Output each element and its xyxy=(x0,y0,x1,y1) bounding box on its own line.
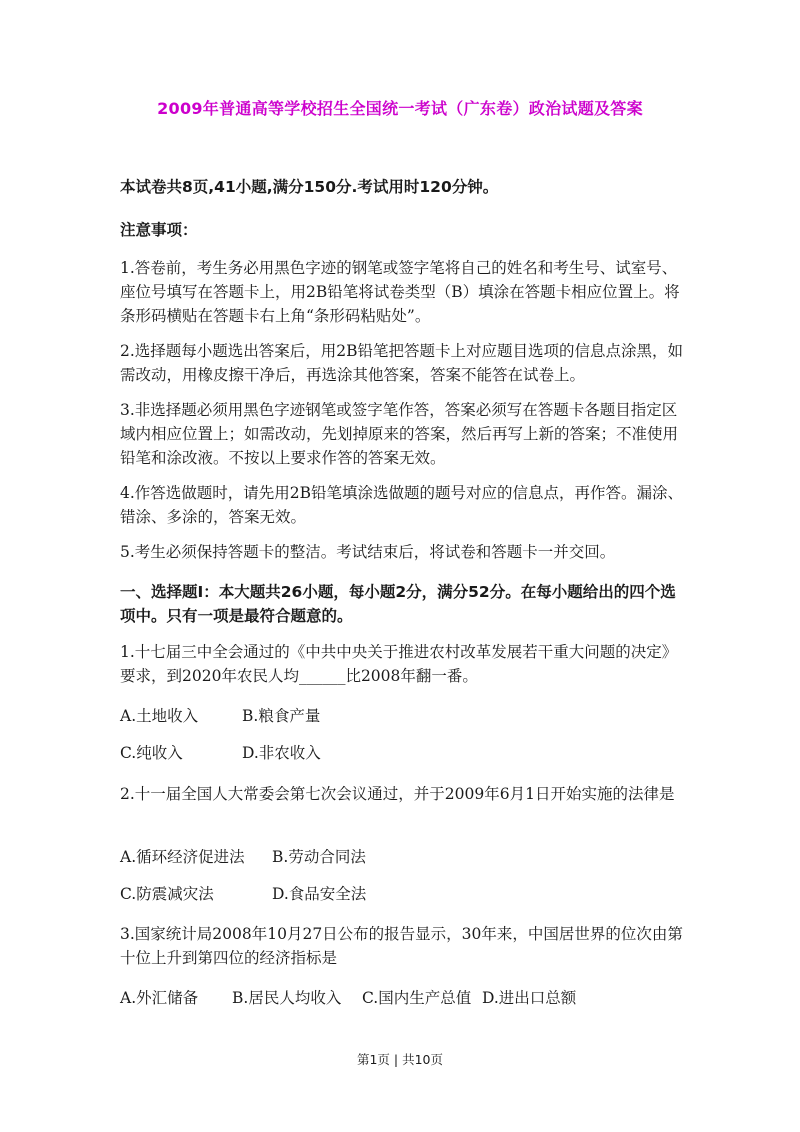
document-title: 2009年普通高等学校招生全国统一考试（广东卷）政治试题及答案 xyxy=(157,99,643,118)
question-2-option-b: B.劳动合同法 xyxy=(272,848,366,866)
question-3-option-b: B.居民人均收入 xyxy=(232,989,342,1007)
notice-item-1: 1.答卷前，考生务必用黑色字迹的钢笔或签字笔将自己的姓名和考生号、试室号、座位号填写在答题卡上，用2B铅笔将试卷类型（B）填涂在答题卡相应位置上。将条形码横贴在答题卡右上角“条形码粘贴处”。 xyxy=(120,259,680,325)
question-3-option-c: C.国内生产总值 xyxy=(362,989,472,1007)
question-1-option-d: D.非农收入 xyxy=(242,744,321,762)
question-1-option-b: B.粮食产量 xyxy=(242,707,321,725)
notice-item-5: 5.考生必须保持答题卡的整洁。考试结束后，将试卷和答题卡一并交回。 xyxy=(120,543,616,561)
question-3-option-d: D.进出口总额 xyxy=(482,989,577,1007)
question-3-option-a: A.外汇储备 xyxy=(120,989,199,1007)
question-1-stem: 1.十七届三中全会通过的《中共中央关于推进农村改革发展若干重大问题的决定》要求，到2020年农民人均______比2008年翻一番。 xyxy=(120,643,678,685)
exam-intro: 本试卷共8页,41小题,满分150分.考试用时120分钟。 xyxy=(120,178,499,196)
question-2-options-row-2 xyxy=(120,882,366,906)
question-1-option-a: A.土地收入 xyxy=(120,707,199,725)
question-2-option-c: C.防震减灾法 xyxy=(120,885,214,903)
question-2-option-a: A.循环经济促进法 xyxy=(120,848,245,866)
question-1-options-row-2 xyxy=(120,741,321,765)
page-footer: 第1页 | 共10页 xyxy=(356,1052,444,1067)
section-heading-choice-1: 一、选择题Ⅰ：本大题共26小题，每小题2分，满分52分。在每小题给出的四个选项中。只有一项是最符合题意的。 xyxy=(120,583,676,625)
notice-heading: 注意事项： xyxy=(120,221,198,239)
question-1-options-row-1 xyxy=(120,704,320,728)
question-2-options-row-1 xyxy=(120,845,366,869)
question-3-options xyxy=(120,986,576,1010)
question-2-option-d: D.食品安全法 xyxy=(272,885,367,903)
question-2-stem: 2.十一届全国人大常委会第七次会议通过，并于2009年6月1日开始实施的法律是 xyxy=(120,785,675,803)
notice-item-2: 2.选择题每小题选出答案后，用2B铅笔把答题卡上对应题目选项的信息点涂黑，如需改动，用橡皮擦干净后，再选涂其他答案，答案不能答在试卷上。 xyxy=(120,342,684,384)
notice-item-4: 4.作答选做题时，请先用2B铅笔填涂选做题的题号对应的信息点，再作答。漏涂、错涂、多涂的，答案无效。 xyxy=(120,484,684,526)
question-3-stem: 3.国家统计局2008年10月27日公布的报告显示，30年来，中国居世界的位次由第十位上升到第四位的经济指标是 xyxy=(120,925,683,967)
notice-item-3: 3.非选择题必须用黑色字迹钢笔或签字笔作答，答案必须写在答题卡各题目指定区域内相应位置上；如需改动，先划掉原来的答案，然后再写上新的答案；不准使用铅笔和涂改液。不按以上要求作答的答案无效。 xyxy=(120,401,679,467)
question-1-option-c: C.纯收入 xyxy=(120,744,183,762)
